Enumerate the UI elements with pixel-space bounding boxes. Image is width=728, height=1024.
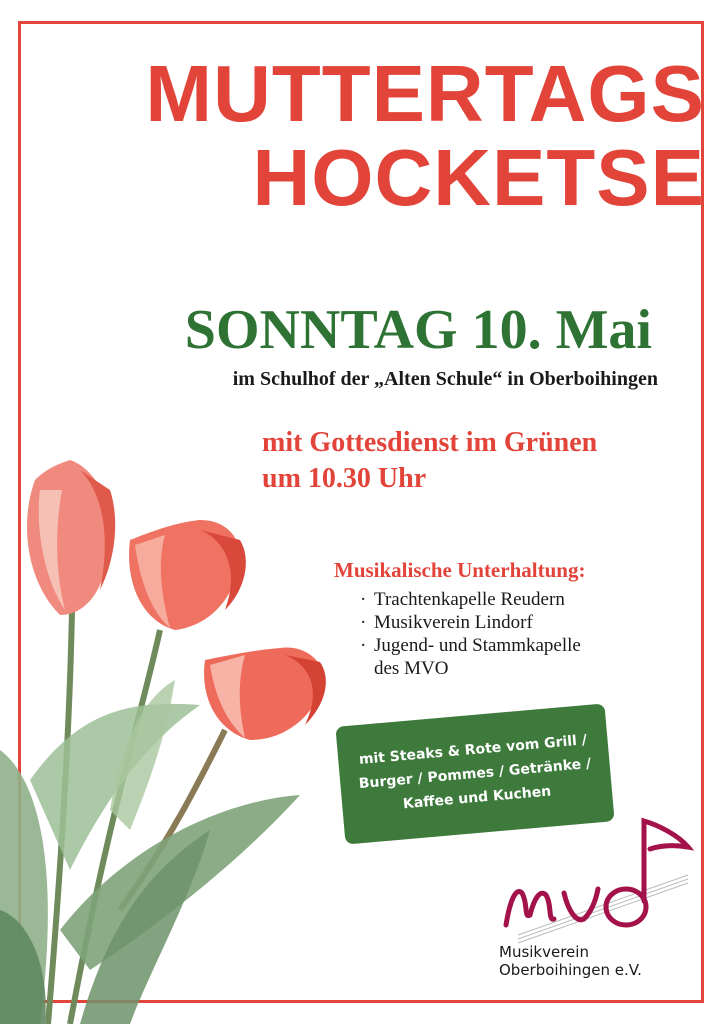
mvo-logo — [498, 815, 698, 945]
bullet-icon: · — [360, 635, 367, 656]
music-item: · Trachtenkapelle Reudern — [360, 589, 565, 610]
bullet-icon: · — [360, 612, 367, 633]
music-item: · Musikverein Lindorf — [360, 612, 533, 633]
service-line-2: um 10.30 Uhr — [262, 463, 427, 494]
bullet-icon: · — [360, 589, 367, 610]
event-location: im Schulhof der „Alten Schule“ in Oberboihingen — [232, 368, 658, 390]
title-line-2: HOCKETSE — [252, 133, 705, 222]
music-list — [358, 588, 581, 680]
music-item: · Jugend- und Stammkapelle — [360, 635, 581, 656]
music-heading: Musikalische Unterhaltung: — [334, 558, 586, 582]
title-line-1: MUTTERTAGS — [145, 49, 705, 138]
music-item-continued: des MVO — [374, 658, 449, 679]
service-line-1: mit Gottesdienst im Grünen — [262, 427, 598, 458]
food-text: mit Steaks & Rote vom Grill / Burger / Pommes / Getränke / Kaffee und Kuchen — [358, 732, 592, 813]
event-date: SONNTAG 10. Mai — [184, 299, 652, 361]
tulips-illustration — [0, 450, 340, 1024]
logo-name: Musikverein Oberboihingen e.V. — [499, 943, 642, 979]
